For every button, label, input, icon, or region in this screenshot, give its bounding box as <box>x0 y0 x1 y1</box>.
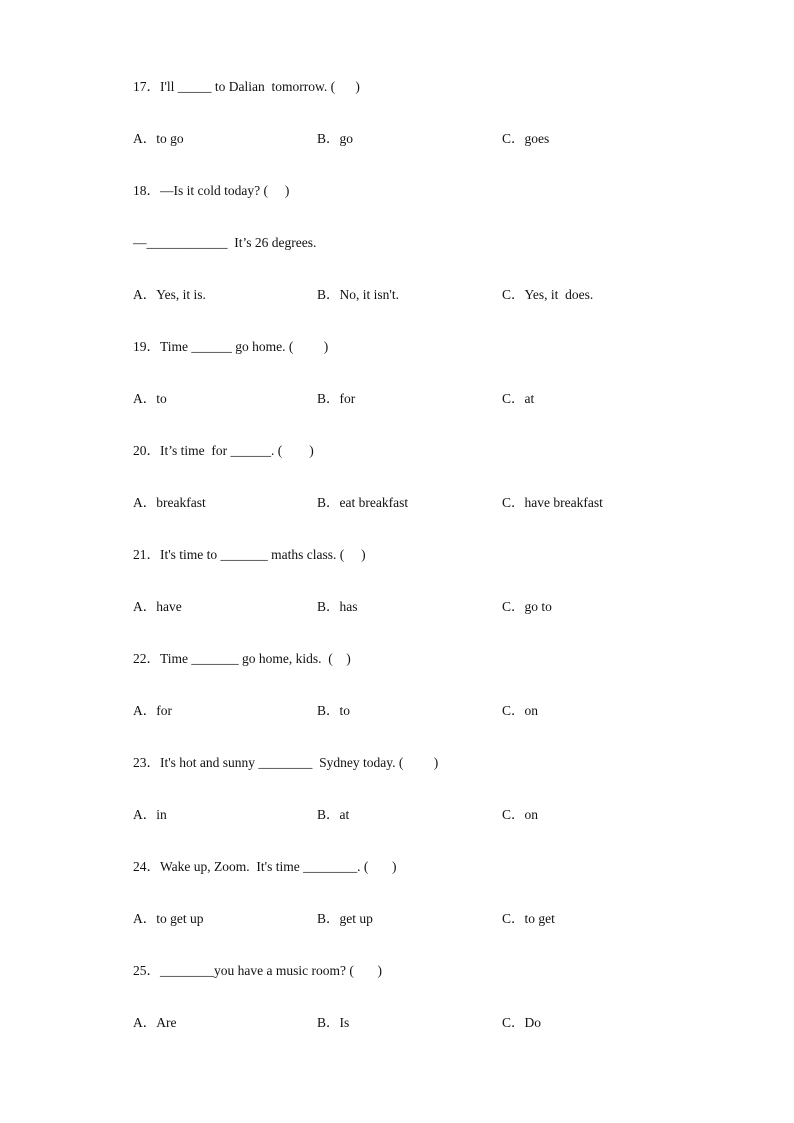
question-24-option-b: B．get up <box>317 911 373 926</box>
question-22-option-c: C．on <box>502 703 539 718</box>
question-21-stem: 21．It's time to _______ maths class. ( ) <box>133 547 366 562</box>
question-18-option-b: B．No, it isn't. <box>317 287 399 302</box>
question-24-option-a: A．to get up <box>133 911 204 926</box>
question-17-option-c: C．goes <box>502 131 550 146</box>
question-20-stem: 20．It’s time for ______. ( ) <box>133 443 314 458</box>
question-22-option-b: B．to <box>317 703 351 718</box>
question-19-option-a: A．to <box>133 391 167 406</box>
question-19-stem: 19．Time ______ go home. ( ) <box>133 339 329 354</box>
question-17-option-a: A．to go <box>133 131 184 146</box>
question-25-stem: 25．________you have a music room? ( ) <box>133 963 382 978</box>
question-25-option-c: C．Do <box>502 1015 542 1030</box>
question-21-option-a: A．have <box>133 599 182 614</box>
question-18-option-c: C．Yes, it does. <box>502 287 594 302</box>
question-18-option-a: A．Yes, it is. <box>133 287 206 302</box>
question-18-stem: 18．—Is it cold today? ( ) <box>133 183 290 198</box>
question-19-option-c: C．at <box>502 391 535 406</box>
question-19-option-b: B．for <box>317 391 356 406</box>
question-23-option-c: C．on <box>502 807 539 822</box>
question-22-option-a: A．for <box>133 703 172 718</box>
question-20-option-b: B．eat breakfast <box>317 495 409 510</box>
question-24-stem: 24．Wake up, Zoom. It's time ________. ( ) <box>133 859 397 874</box>
question-21-option-c: C．go to <box>502 599 552 614</box>
question-17-option-b: B．go <box>317 131 354 146</box>
question-24-option-c: C．to get <box>502 911 555 926</box>
question-23-option-a: A．in <box>133 807 167 822</box>
question-23-option-b: B．at <box>317 807 350 822</box>
question-18-response-line: —____________ It’s 26 degrees. <box>133 235 317 250</box>
question-22-stem: 22．Time _______ go home, kids. ( ) <box>133 651 351 666</box>
question-20-option-c: C．have breakfast <box>502 495 603 510</box>
question-25-option-a: A．Are <box>133 1015 177 1030</box>
question-25-option-b: B．Is <box>317 1015 350 1030</box>
question-21-option-b: B．has <box>317 599 358 614</box>
question-20-option-a: A．breakfast <box>133 495 206 510</box>
question-17-stem: 17．I'll _____ to Dalian tomorrow. ( ) <box>133 79 360 94</box>
question-23-stem: 23．It's hot and sunny ________ Sydney today. ( ) <box>133 755 439 770</box>
